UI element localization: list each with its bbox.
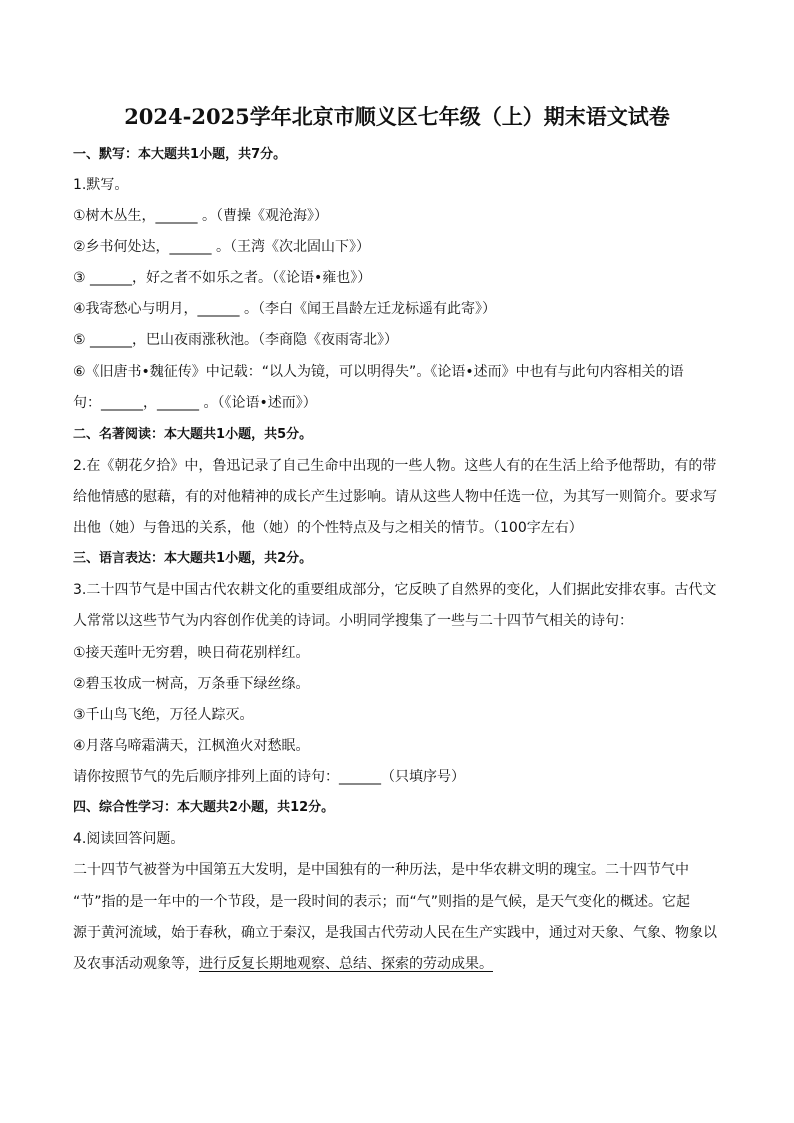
section-3-text2: 小题，共 <box>225 551 278 566</box>
section-1-heading <box>73 144 286 166</box>
section-3-score: 2 <box>277 551 287 566</box>
q2-line-1: 2.在《朝花夕拾》中，鲁迅记录了自己生命中出现的一些人物。这些人有的在生活上给予他帮助，有的带 <box>73 458 717 474</box>
q1-line-2: ②乡书何处达，______ 。（王湾《次北固山下》） <box>73 239 370 255</box>
q3-line-1: 3.二十四节气是中国古代农耕文化的重要组成部分，它反映了自然界的变化，人们据此安排农事。古代文 <box>73 582 717 598</box>
q1-line-6-cont: 句：______，______ 。（《论语•述而》） <box>73 395 317 411</box>
section-3-count: 1 <box>216 551 226 566</box>
q1-stem: 1.默写。 <box>73 177 129 193</box>
section-1-score: 7 <box>251 147 261 162</box>
q2-line-2: 给他情感的慰藉，有的对他精神的成长产生过影响。请从这些人物中任选一位，为其写一则简介。要求写 <box>73 489 717 505</box>
section-4-count: 2 <box>229 800 239 815</box>
q1-line-6: ⑥《旧唐书•魏征传》中记载：“以人为镜，可以明得失”。《论语•述而》中也有与此句内容相关的语 <box>73 364 684 380</box>
q4-para-line-1: 二十四节气被誉为中国第五大发明，是中国独有的一种历法，是中华农耕文明的瑰宝。二十四节气中 <box>73 862 689 878</box>
exam-title: 2024-2025学年北京市顺义区七年级（上）期末语文试卷 <box>124 104 670 129</box>
q4-para-line-4 <box>73 953 493 975</box>
section-4-heading <box>73 797 334 819</box>
q4-stem: 4.阅读回答问题。 <box>73 831 185 847</box>
q3-instruction: 请你按照节气的先后顺序排列上面的诗句：______（只填序号） <box>73 769 465 785</box>
section-1-text3: 分。 <box>260 147 287 162</box>
underlined-phrase: 进行反复长期地观察、总结、探索的劳动成果。 <box>199 956 493 972</box>
section-3-heading <box>73 548 312 570</box>
q2-line-3: 出他（她）与鲁迅的关系，他（她）的个性特点及与之相关的情节。（100字左右） <box>73 520 583 536</box>
section-2-heading <box>73 424 312 446</box>
section-1-text: 一、默写：本大题共 <box>73 147 191 162</box>
q4-para-line-3: 源于黄河流域，始于春秋，确立于秦汉，是我国古代劳动人民在生产实践中，通过对天象、气象、物象以 <box>73 925 717 941</box>
q1-line-4: ④我寄愁心与明月，______ 。（李白《闻王昌龄左迁龙标遥有此寄》） <box>73 301 496 317</box>
section-1-text2: 小题，共 <box>199 147 252 162</box>
section-4-text2: 小题，共 <box>238 800 291 815</box>
q3-poem-4: ④月落乌啼霜满天，江枫渔火对愁眠。 <box>73 738 310 754</box>
section-3-text3: 分。 <box>286 551 313 566</box>
section-4-text3: 分。 <box>308 800 335 815</box>
q1-line-5: ⑤ ______，巴山夜雨涨秋池。（李商隐《夜雨寄北》） <box>73 332 398 348</box>
section-2-text2: 小题，共 <box>225 427 278 442</box>
q4-para-text: 及农事活动观象等， <box>73 956 199 972</box>
section-4-text: 四、综合性学习：本大题共 <box>73 800 230 815</box>
section-2-count: 1 <box>216 427 226 442</box>
section-2-text3: 分。 <box>286 427 313 442</box>
q4-para-line-2: “节”指的是一年中的一个节段，是一段时间的表示；而“气”则指的是气候，是天气变化的概述。它起 <box>73 894 691 910</box>
q3-poem-3: ③千山鸟飞绝，万径人踪灭。 <box>73 707 254 723</box>
section-4-score: 12 <box>290 800 309 815</box>
q3-poem-2: ②碧玉妆成一树高，万条垂下绿丝绦。 <box>73 676 310 692</box>
section-2-score: 5 <box>277 427 287 442</box>
q1-line-1: ①树木丛生，______ 。（曹操《观沧海》） <box>73 208 329 224</box>
section-3-text: 三、语言表达：本大题共 <box>73 551 217 566</box>
q3-poem-1: ①接天莲叶无穷碧，映日荷花别样红。 <box>73 645 310 661</box>
q1-line-3: ③ ______，好之者不如乐之者。（《论语•雍也》） <box>73 270 372 286</box>
section-2-text: 二、名著阅读：本大题共 <box>73 427 217 442</box>
section-1-count: 1 <box>190 147 200 162</box>
q3-line-2: 人常常以这些节气为内容创作优美的诗词。小明同学搜集了一些与二十四节气相关的诗句： <box>73 613 633 629</box>
